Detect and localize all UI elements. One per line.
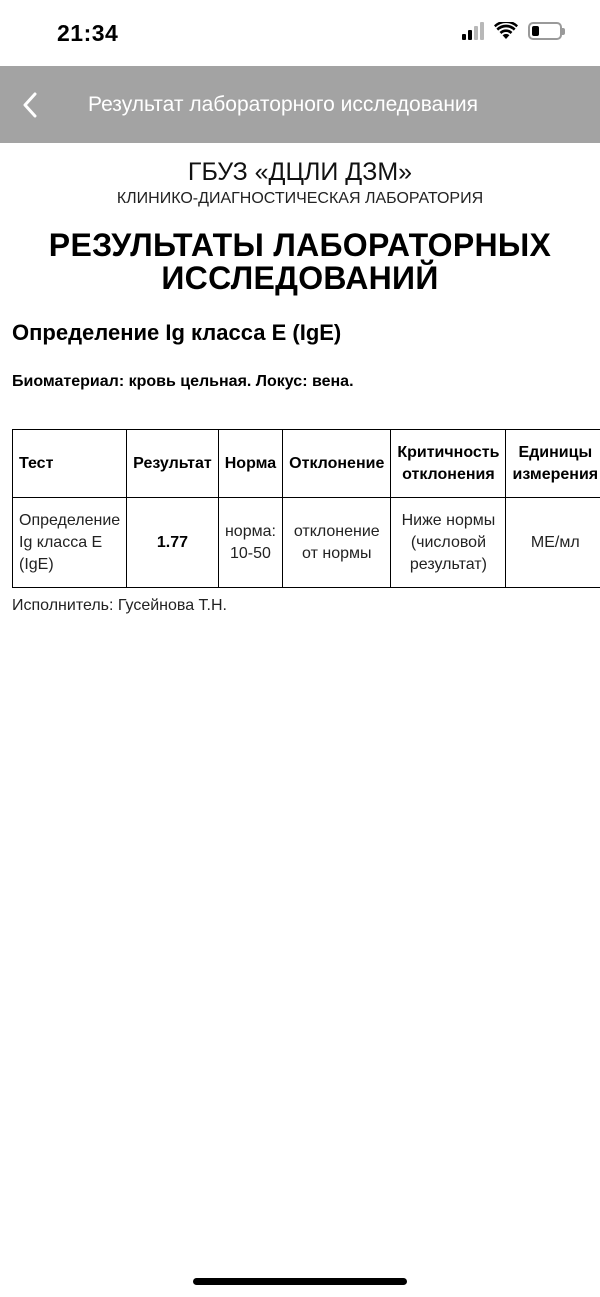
- report-title-line2: ИССЛЕДОВАНИЙ: [161, 260, 439, 296]
- report-title: [0, 229, 600, 295]
- home-indicator[interactable]: [193, 1278, 407, 1285]
- table-row: [13, 498, 600, 588]
- cellular-signal-icon: [462, 22, 484, 40]
- executor: Исполнитель: Гусейнова Т.Н.: [12, 597, 227, 614]
- results-table: [12, 429, 600, 588]
- chevron-left-icon: [22, 92, 38, 118]
- cell-deviation: отклонение от нормы: [283, 498, 391, 588]
- status-time: 21:34: [57, 20, 119, 46]
- battery-icon: [528, 22, 562, 40]
- nav-bar: [0, 66, 600, 143]
- status-bar: [0, 0, 600, 66]
- battery-fill: [532, 26, 539, 36]
- header-units: Единицы измерения: [506, 430, 600, 498]
- header-criticality: Критичность отклонения: [391, 430, 506, 498]
- cell-test: Определение Ig класса E (IgE): [13, 498, 127, 588]
- biomaterial-info: Биоматериал: кровь цельная. Локус: вена.: [12, 373, 354, 390]
- cell-result: 1.77: [127, 498, 219, 588]
- status-icons: [462, 22, 562, 40]
- header-deviation: Отклонение: [283, 430, 391, 498]
- cell-criticality: Ниже нормы (числовой результат): [391, 498, 506, 588]
- header-test: Тест: [13, 430, 127, 498]
- header-norm: Норма: [218, 430, 282, 498]
- nav-title: Результат лабораторного исследования: [88, 93, 479, 116]
- back-button[interactable]: [14, 88, 46, 122]
- wifi-icon: [494, 22, 518, 40]
- org-subtitle: КЛИНИКО-ДИАГНОСТИЧЕСКАЯ ЛАБОРАТОРИЯ: [116, 190, 484, 207]
- test-heading: Определение Ig класса E (IgE): [12, 320, 342, 345]
- cell-units: МЕ/мл: [506, 498, 600, 588]
- report-title-line1: РЕЗУЛЬТАТЫ ЛАБОРАТОРНЫХ: [48, 227, 552, 263]
- cell-norm: норма: 10-50: [218, 498, 282, 588]
- header-result: Результат: [127, 430, 219, 498]
- table-header-row: [13, 430, 600, 498]
- org-name: ГБУЗ «ДЦЛИ ДЗМ»: [187, 158, 413, 186]
